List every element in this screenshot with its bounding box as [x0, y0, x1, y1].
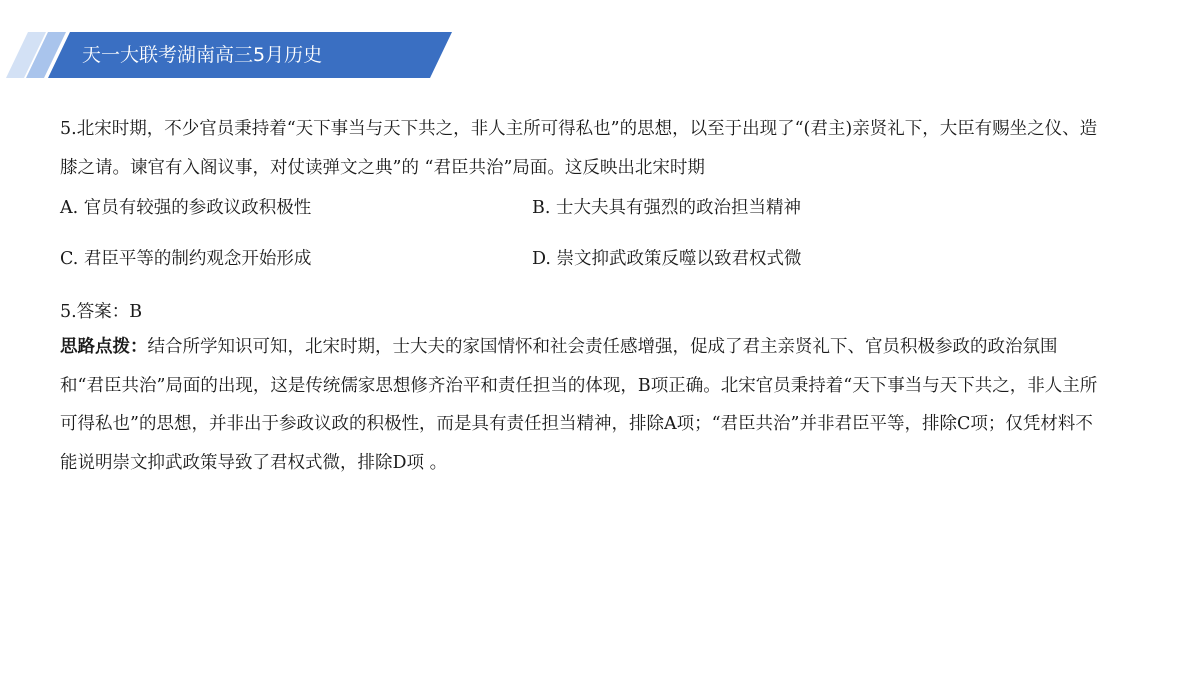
page-title: 天一大联考湖南高三5月历史 [82, 44, 323, 66]
option-d: D. 崇文抑武政策反噬以致君权式微 [532, 249, 802, 269]
options-group [60, 192, 1100, 296]
analysis-label: 思路点拨： [60, 337, 148, 357]
option-a: A. 官员有较强的参政议政积极性 [60, 198, 312, 218]
option-c: C. 君臣平等的制约观念开始形成 [60, 249, 312, 269]
analysis-text: 结合所学知识可知，北宋时期，士大夫的家国情怀和社会责任感增强，促成了君主亲贤礼下、官员积极参政的政治氛围和“君臣共治”局面的出现，这是传统儒家思想修齐治平和责任担当的体现，B项正确。北宋官员秉持着“天下事当与天下共之，非人主所可得私也”的思想，并非出于参政议政的积极性，而是具有责任担当精神，排除A项；“君臣共治”并非君臣平等，排除C项；仅凭材料不能说明崇文抑武政策导致了君权式微，排除D项 。 [60, 337, 1098, 473]
question-text: 5.北宋时期，不少官员秉持着“天下事当与天下共之，非人主所可得私也”的思想，以至于出现了“(君主)亲贤礼下，大臣有赐坐之仪、造膝之请。谏官有入阁议事，对仗读弹文之典”的 “君臣共治”局面。这反映出北宋时期 [60, 119, 1098, 178]
option-b: B. 士大夫具有强烈的政治担当精神 [532, 198, 801, 218]
header-banner [0, 32, 460, 78]
main-content [60, 110, 1100, 482]
analysis-block [60, 328, 1100, 482]
answer-text: 5.答案：B [60, 302, 143, 322]
